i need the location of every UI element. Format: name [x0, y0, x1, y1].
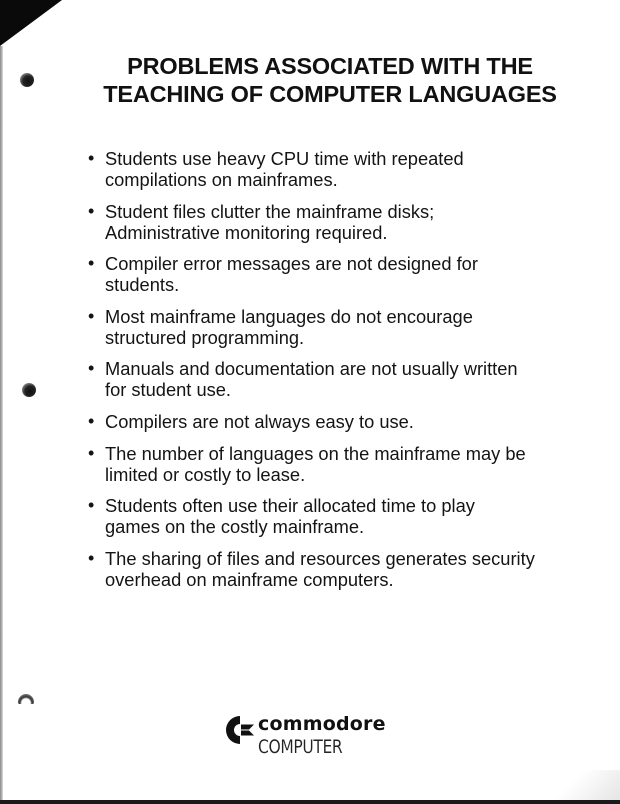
- bullet-icon: •: [88, 442, 95, 463]
- list-item: [88, 548, 558, 590]
- list-item-line: Students use heavy CPU time with repeated: [105, 148, 464, 169]
- list-item-line: structured programming.: [105, 326, 305, 348]
- list-item: [88, 358, 558, 400]
- list-item-line: Compiler error messages are not designed for: [105, 253, 478, 275]
- bullet-icon: •: [88, 495, 95, 516]
- page-left-edge: [0, 46, 3, 804]
- list-item-line: Student files clutter the mainframe disks;: [105, 200, 435, 222]
- list-item-line: games on the costly mainframe.: [105, 516, 365, 538]
- logo-wordmark: commodore: [258, 713, 386, 735]
- list-item-line: Most mainframe languages do not encourage: [105, 305, 473, 327]
- list-item: [88, 443, 558, 485]
- bullet-icon: •: [88, 305, 95, 326]
- page-bottom-edge: [0, 800, 620, 804]
- list-item-line: The sharing of files and resources generates security: [105, 547, 535, 569]
- title-line: PROBLEMS ASSOCIATED WITH THE: [127, 53, 533, 79]
- list-item: [88, 411, 558, 432]
- list-item: [88, 148, 558, 190]
- list-item-line: Students often use their allocated time to play: [105, 495, 475, 517]
- bullet-icon: •: [88, 148, 95, 168]
- list-item-line: for student use.: [105, 379, 232, 401]
- list-item-line: Manuals and documentation are not usually written: [105, 358, 518, 380]
- list-item: [88, 201, 558, 243]
- list-item-line: overhead on mainframe computers.: [105, 568, 394, 590]
- list-item-line: limited or costly to lease.: [105, 463, 306, 485]
- list-item-line: compilations on mainframes.: [105, 169, 338, 190]
- list-item: [88, 495, 558, 537]
- bullet-icon: •: [88, 358, 95, 379]
- binder-hole-icon: [18, 694, 34, 704]
- page-bottom-shade: [540, 770, 620, 800]
- list-item-line: Compilers are not always easy to use.: [105, 410, 414, 432]
- list-item: [88, 306, 558, 348]
- bullet-icon: •: [88, 253, 95, 274]
- binder-hole-icon: [20, 73, 34, 87]
- commodore-chicken-head-icon: [225, 715, 255, 745]
- scan-corner-shadow: [0, 0, 62, 46]
- commodore-logo: [225, 712, 425, 764]
- logo-subtitle: COMPUTER: [258, 736, 343, 758]
- bullet-icon: •: [88, 547, 95, 568]
- title-line: TEACHING OF COMPUTER LANGUAGES: [103, 81, 557, 107]
- binder-hole-icon: [22, 383, 36, 397]
- page-title: [60, 52, 600, 108]
- bullet-icon: •: [88, 200, 95, 221]
- list-item-line: Administrative monitoring required.: [105, 221, 388, 243]
- list-item-line: students.: [105, 274, 180, 296]
- bullet-icon: •: [88, 410, 95, 431]
- list-item: [88, 253, 558, 295]
- list-item-line: The number of languages on the mainframe may be: [105, 442, 526, 464]
- problem-list: [88, 148, 558, 600]
